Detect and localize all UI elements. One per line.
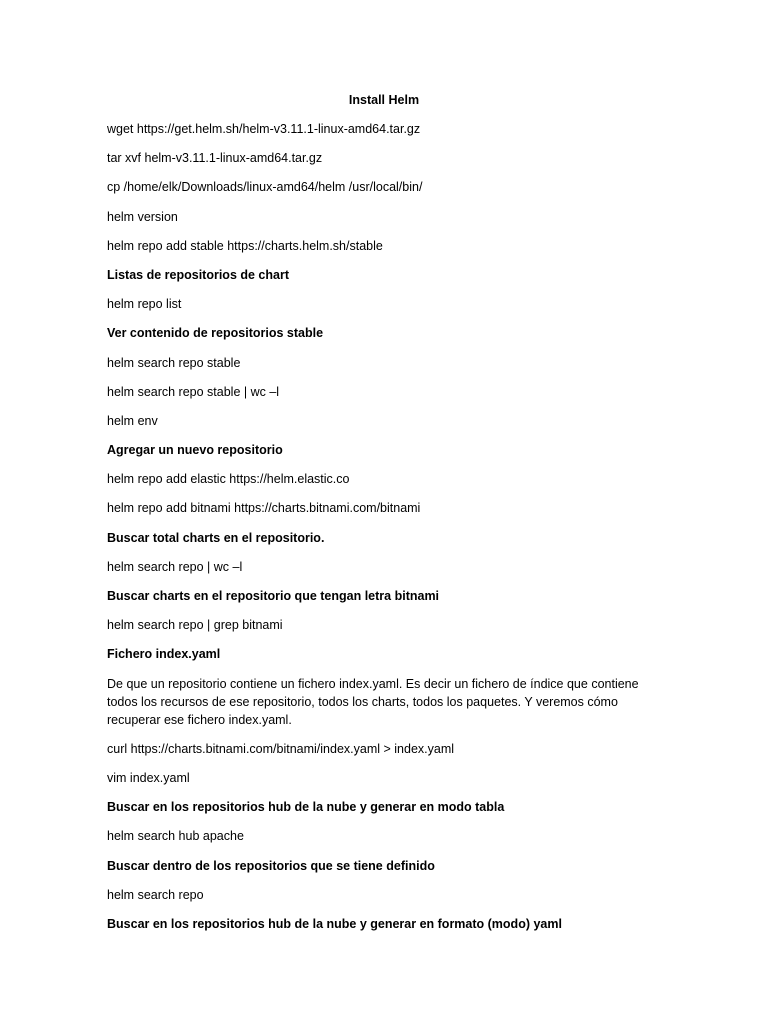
body-paragraph: cp /home/elk/Downloads/linux-amd64/helm /usr/local/bin/ [107, 180, 423, 195]
section-heading: Buscar en los repositorios hub de la nube y generar en formato (modo) yaml [107, 916, 562, 931]
body-paragraph: wget https://get.helm.sh/helm-v3.11.1-linux-amd64.tar.gz [107, 122, 421, 136]
document-title: Install Helm [348, 93, 420, 107]
body-paragraph: curl https://charts.bitnami.com/bitnami/index.yaml > index.yaml [107, 741, 455, 756]
body-paragraph: helm repo list [107, 297, 182, 312]
section-heading: Ver contenido de repositorios stable [107, 326, 324, 341]
section-heading: Listas de repositorios de chart [107, 267, 289, 282]
body-paragraph [107, 675, 667, 729]
body-paragraph: helm search repo stable [107, 355, 241, 370]
section-heading: Fichero index.yaml [107, 647, 221, 662]
body-paragraph: helm search repo stable | wc –l [107, 384, 280, 399]
paragraph-line: todos los recursos de ese repositorio, todos los charts, todos los paquetes. Y veremos cómo [107, 694, 618, 709]
body-paragraph: helm repo add bitnami https://charts.bitnami.com/bitnami [107, 501, 421, 516]
document-body [107, 120, 667, 944]
paragraph-line: De que un repositorio contiene un fichero index.yaml. Es decir un fichero de índice que contiene [107, 676, 639, 691]
body-paragraph: helm search repo | grep bitnami [107, 618, 283, 633]
section-heading: Buscar en los repositorios hub de la nube y generar en modo tabla [107, 800, 505, 815]
section-heading: Buscar charts en el repositorio que tengan letra bitnami [107, 589, 440, 603]
section-heading: Buscar dentro de los repositorios que se tiene definido [107, 858, 435, 873]
body-paragraph: helm version [107, 209, 178, 224]
body-paragraph: helm repo add stable https://charts.helm.sh/stable [107, 238, 383, 253]
body-paragraph: helm env [107, 413, 158, 428]
section-heading: Agregar un nuevo repositorio [107, 443, 283, 458]
body-paragraph: tar xvf helm-v3.11.1-linux-amd64.tar.gz [107, 151, 323, 166]
section-heading: Buscar total charts en el repositorio. [107, 530, 325, 545]
body-paragraph: vim index.yaml [107, 770, 190, 785]
body-paragraph: helm search hub apache [107, 829, 244, 844]
body-paragraph: helm repo add elastic https://helm.elastic.co [107, 472, 350, 487]
body-paragraph: helm search repo [107, 887, 204, 902]
body-paragraph: helm search repo | wc –l [107, 559, 243, 574]
paragraph-line: recuperar ese fichero index.yaml. [107, 712, 292, 727]
